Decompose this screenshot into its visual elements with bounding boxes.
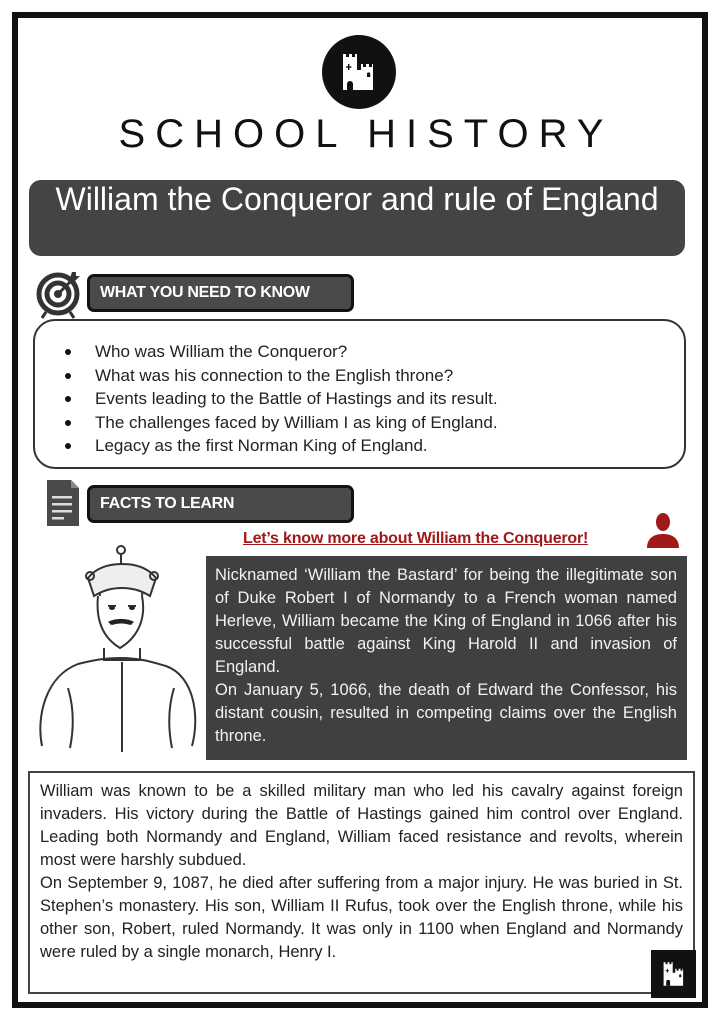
brand-name: SCHOOL HISTORY <box>118 112 614 156</box>
what-you-need-to-know-box <box>33 319 686 469</box>
list-item: What was his connection to the English throne? <box>65 364 498 388</box>
list-item: Legacy as the first Norman King of England. <box>65 434 498 458</box>
list-item: The challenges faced by William I as king of England. <box>65 411 498 435</box>
document-icon <box>45 478 81 528</box>
school-history-logo <box>322 35 396 109</box>
body-paragraph: On September 9, 1087, he died after suffering from a major injury. He was buried in St. Stephen’s monastery. His son, William II Rufus, took over the English throne, while his other son, Robert, ruled Normandy. It was only in 1100 when England and Normandy were ruled by a single monarch, Henry I. <box>40 874 683 961</box>
facts-to-learn-header: FACTS TO LEARN <box>87 485 354 523</box>
page-title: William the Conqueror and rule of England <box>29 180 685 256</box>
person-icon <box>645 512 681 550</box>
list-item: Who was William the Conqueror? <box>65 340 498 364</box>
facts-highlight-box <box>206 556 687 760</box>
facts-body-box <box>28 771 695 994</box>
learning-objectives-list <box>65 340 498 458</box>
facts-paragraph: On January 5, 1066, the death of Edward the Confessor, his distant cousin, resulted in competing claims over the English throne. <box>215 681 677 745</box>
what-you-need-to-know-header: WHAT YOU NEED TO KNOW <box>87 274 354 312</box>
body-paragraph: William was known to be a skilled military man who led his cavalry against foreign invaders. His victory during the Battle of Hastings gained him control over England. Leading both Normandy and England, William faced resistance and revolts, wherein most were harshly subdued. <box>40 782 683 869</box>
corner-logo <box>651 950 696 998</box>
facts-subheading: Let’s know more about William the Conqueror! <box>243 530 589 547</box>
william-portrait <box>28 538 200 756</box>
list-item: Events leading to the Battle of Hastings and its result. <box>65 387 498 411</box>
castle-icon <box>339 50 379 94</box>
target-icon <box>36 268 84 320</box>
castle-icon <box>661 959 687 989</box>
facts-paragraph: Nicknamed ‘William the Bastard’ for being the illegitimate son of Duke Robert I of Normandy to a French woman named Herleve, William became the King of England in 1066 after his successful battle against King Harold II and invasion of England. <box>215 566 677 676</box>
